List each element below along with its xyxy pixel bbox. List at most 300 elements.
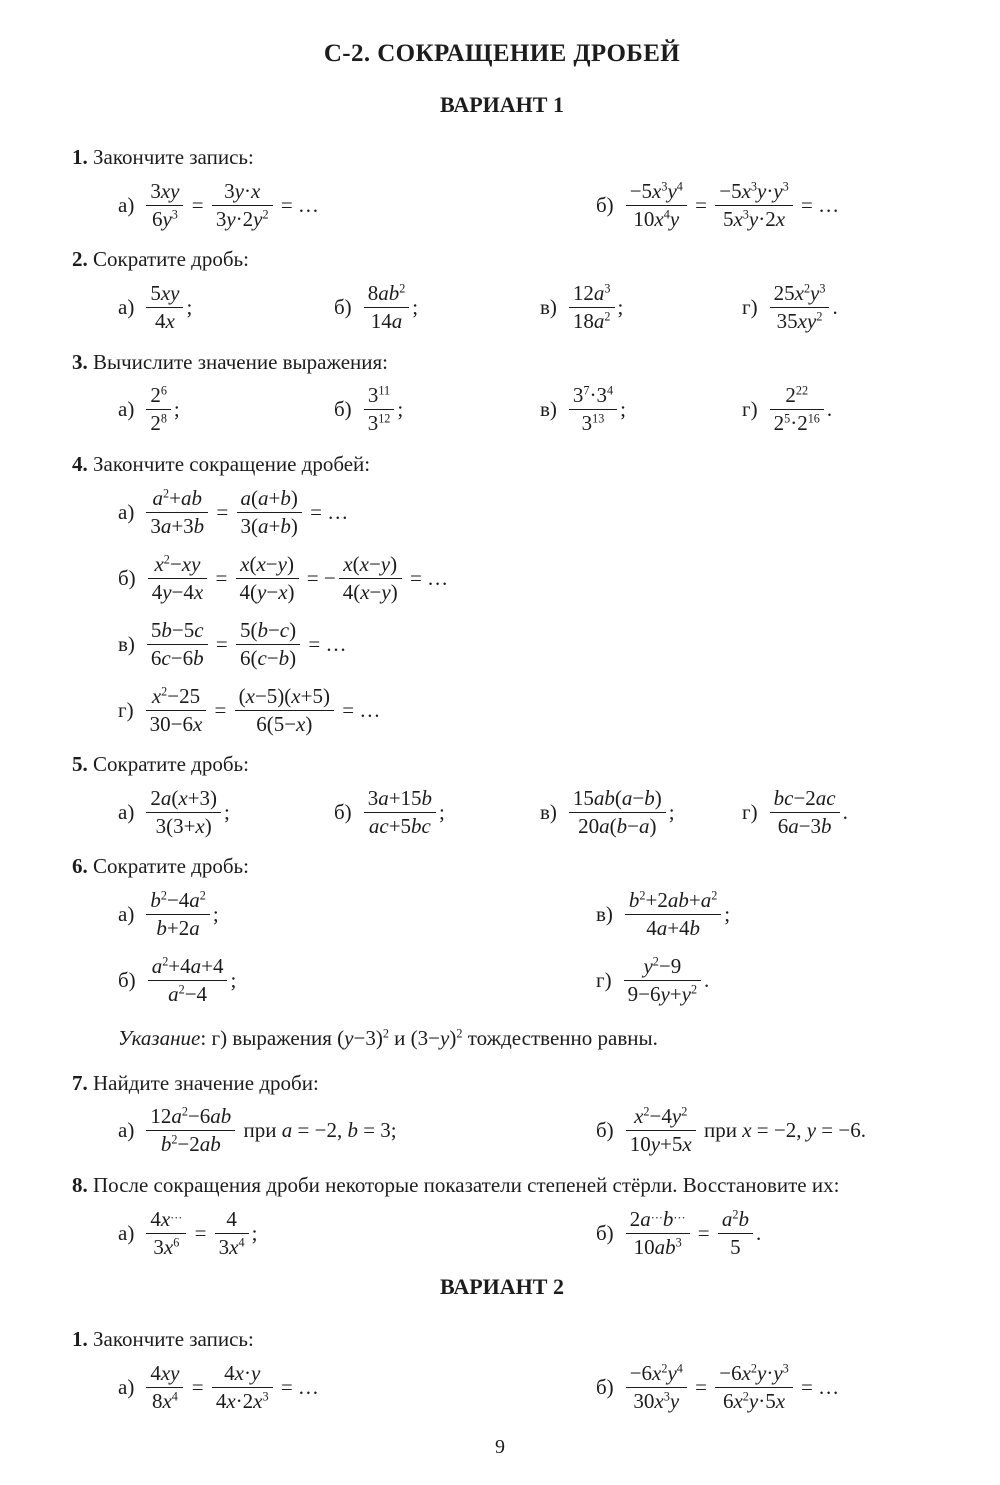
- exercise-item: [118, 1356, 586, 1418]
- math-run: 6(c−b): [239, 645, 297, 670]
- math-expression: [566, 786, 675, 839]
- exercise-item: [118, 174, 586, 236]
- denominator: [642, 915, 704, 941]
- problem: [72, 246, 932, 338]
- math-run: $3^{13}$: [581, 411, 605, 436]
- math-run: =: [214, 697, 227, 722]
- exponent: 2: [661, 1361, 668, 1376]
- math-run: b+2a: [156, 916, 200, 940]
- math-run: $30x^3y$: [633, 1388, 680, 1413]
- exponent: 8: [160, 411, 167, 426]
- problem: [72, 451, 932, 741]
- variant-1-section: [72, 92, 932, 1264]
- math-run: $2^5\cdot 2^{16}$: [773, 411, 820, 436]
- math-run: 3y·x: [224, 178, 261, 203]
- math-expression: [143, 1361, 319, 1414]
- math-run: $b^2+2ab+a^2$: [628, 888, 718, 913]
- math-run: ;: [212, 902, 219, 926]
- math-run: = −: [306, 565, 336, 590]
- math-run: $25x^2y^3$: [773, 281, 826, 306]
- math-run: ;: [620, 397, 626, 422]
- math-run: $5x^3y\cdot 2x$: [722, 206, 786, 231]
- numerator: [147, 618, 208, 644]
- fraction: [770, 786, 840, 839]
- problem: [72, 1326, 932, 1418]
- numerator: [149, 486, 206, 512]
- math-run: $a^2-4$: [168, 982, 208, 1006]
- denominator: [212, 1388, 273, 1414]
- math-run: =: [697, 1220, 710, 1245]
- denominator: [629, 206, 683, 232]
- problem-items: [72, 1100, 932, 1162]
- numerator: [625, 888, 721, 914]
- item-label: г): [742, 799, 758, 824]
- problem-text: Сократите дробь:: [87, 247, 249, 272]
- math-run: 2a…b…: [629, 1206, 686, 1231]
- denominator: [146, 410, 171, 436]
- problem-items: [72, 884, 932, 1012]
- denominator: [367, 308, 407, 334]
- fraction: [146, 684, 207, 737]
- denominator: [152, 915, 203, 941]
- fraction: [364, 383, 395, 436]
- math-run: $6x^2y\cdot 5x$: [722, 1388, 786, 1413]
- math-run: 5xy: [150, 281, 180, 306]
- numerator: [236, 618, 300, 644]
- item-label: г): [742, 295, 758, 319]
- math-run: 4x…: [150, 1206, 183, 1231]
- problem-text: После сокращения дроби некоторые показатели степеней стёрли. Восстановите их:: [87, 1172, 840, 1197]
- exercise-item: [118, 481, 932, 543]
- math-run: 20a(b−a): [578, 813, 657, 838]
- math-expression: [767, 383, 833, 436]
- exponent: 4: [676, 1361, 683, 1376]
- variant-1-problems: [72, 144, 932, 1264]
- denominator: [719, 206, 789, 232]
- fraction: [364, 281, 410, 334]
- numerator: [781, 383, 812, 409]
- denominator: [149, 1234, 183, 1260]
- exercise-item: [118, 379, 324, 441]
- denominator: [364, 410, 395, 436]
- exponent: 2: [711, 888, 718, 903]
- item-label: б): [334, 799, 352, 824]
- fraction: [146, 281, 183, 334]
- math-run: ;: [617, 295, 624, 319]
- exercise-item: [742, 277, 932, 339]
- item-label: а): [118, 799, 135, 824]
- fraction: [718, 1207, 753, 1260]
- denominator: [148, 206, 182, 232]
- numerator: [569, 383, 617, 409]
- exponent: 2: [162, 954, 169, 969]
- page-number: 9: [495, 1436, 505, 1458]
- numerator: [237, 486, 302, 512]
- math-run: 3a+15b: [367, 785, 433, 810]
- exponent: 3: [750, 179, 757, 194]
- fraction: [146, 383, 171, 436]
- math-run: $2^{22}$: [785, 383, 809, 408]
- problem-number: 1.: [72, 145, 88, 169]
- item-label: в): [540, 799, 557, 824]
- math-run: 14a: [370, 309, 403, 333]
- exercise-item: [334, 781, 530, 843]
- numerator: [364, 281, 410, 307]
- denominator: [624, 981, 701, 1007]
- denominator: [773, 308, 827, 334]
- fraction: [146, 888, 210, 941]
- math-run: $3^{11}$: [367, 383, 391, 408]
- exponent: 3: [171, 207, 178, 222]
- exponent: 2: [456, 1026, 463, 1041]
- denominator: [365, 813, 435, 839]
- problem-text: Закончите запись:: [87, 1327, 254, 1351]
- exponent: 13: [592, 411, 605, 426]
- math-expression: [143, 179, 319, 232]
- exercise-item: [118, 547, 932, 609]
- math-expression: [143, 888, 218, 941]
- variant-2-section: [72, 1274, 932, 1418]
- denominator: [147, 645, 208, 671]
- fraction: [625, 888, 721, 941]
- math-run: $18a^2$: [572, 309, 611, 333]
- problem: [72, 751, 932, 843]
- exponent: 2: [690, 982, 698, 997]
- math-run: =: [215, 631, 228, 656]
- fraction: [626, 179, 687, 232]
- math-run: ;: [439, 799, 445, 824]
- denominator: [629, 1388, 683, 1414]
- math-run: $b^2-4a^2$: [150, 888, 206, 913]
- math-run: =: [194, 1220, 207, 1245]
- math-run: ;: [224, 799, 230, 824]
- item-label: б): [334, 397, 352, 422]
- problem-items: [72, 277, 932, 339]
- problem-statement: [72, 853, 932, 879]
- math-run: 6c−6b: [150, 645, 204, 670]
- problem: [72, 1070, 932, 1162]
- exponent: 16: [807, 411, 820, 426]
- math-run: $b^2-2ab$: [160, 1132, 221, 1157]
- math-run: ;: [668, 799, 675, 824]
- math-run: ;: [186, 295, 193, 319]
- exponent: 2: [382, 1026, 389, 1041]
- math-run: ;: [412, 295, 419, 319]
- problem-statement: [72, 349, 932, 375]
- denominator: [148, 1388, 182, 1414]
- denominator: [215, 1234, 249, 1260]
- item-label: а): [118, 1374, 135, 1399]
- problem: [72, 1172, 932, 1264]
- exponent: 3: [262, 1389, 269, 1404]
- exercise-item: [118, 613, 932, 675]
- math-expression: [143, 1104, 396, 1157]
- numerator: [150, 552, 204, 578]
- math-run: $2^6$: [150, 383, 167, 408]
- math-expression: [143, 486, 348, 539]
- math-run: ;: [724, 902, 731, 926]
- problem-statement: [72, 451, 932, 477]
- numerator: [146, 1104, 235, 1130]
- problem-text: Сократите дробь:: [87, 752, 249, 776]
- exponent: 2: [163, 552, 170, 567]
- exponent: 2: [643, 1104, 650, 1119]
- page-title: С-2. СОКРАЩЕНИЕ ДРОБЕЙ: [323, 40, 681, 67]
- exponent: 2: [199, 888, 206, 903]
- math-run: 4x·y: [224, 1360, 261, 1385]
- exercise-item: [118, 884, 586, 946]
- item-label: в): [118, 631, 135, 656]
- problem-number: 5.: [72, 752, 88, 776]
- numerator: [770, 281, 830, 307]
- numerator: [718, 1207, 753, 1233]
- exercise-item: [742, 379, 932, 441]
- math-run: =: [191, 1374, 204, 1399]
- problem-items: [72, 481, 932, 741]
- exponent: 2: [399, 281, 406, 296]
- denominator: [574, 813, 660, 839]
- hint-note: [72, 1022, 932, 1056]
- math-run: $10ab^3$: [633, 1234, 682, 1259]
- math-run: $35xy^2$: [776, 309, 823, 333]
- exponent: 2: [816, 309, 823, 324]
- denominator: [630, 1234, 686, 1260]
- math-run: (x−5)(x+5): [238, 683, 330, 708]
- math-expression: [143, 281, 192, 334]
- problem-text: Найдите значение дроби:: [87, 1070, 319, 1095]
- item-label: в): [596, 902, 613, 926]
- problem-items: [72, 174, 932, 236]
- math-run: 5: [730, 1234, 741, 1259]
- math-expression: [145, 552, 448, 605]
- math-run: $x^2-4y^2$: [634, 1104, 688, 1129]
- math-run: $x^2-25$: [151, 683, 201, 708]
- math-run: = …: [280, 192, 319, 217]
- math-run: x(x−y): [343, 551, 398, 576]
- exponent: 4: [663, 207, 670, 222]
- exercise-item: [334, 379, 530, 441]
- math-run: 4x: [154, 309, 175, 333]
- math-run: 4(x−y): [342, 579, 398, 604]
- problem-text: Сократите дробь:: [87, 854, 249, 879]
- exponent: 2: [742, 1389, 749, 1404]
- exponent: 2: [178, 982, 185, 997]
- numerator: [146, 383, 171, 409]
- numerator: [146, 786, 221, 812]
- math-run: $3y\cdot 2y^2$: [215, 206, 269, 231]
- math-run: $4x\cdot 2x^3$: [215, 1388, 269, 1413]
- fraction: [146, 1104, 235, 1157]
- exponent: 6: [160, 383, 167, 398]
- math-run: 4y−4x: [151, 579, 204, 604]
- math-expression: [767, 281, 838, 334]
- fraction: [235, 684, 334, 737]
- item-label: б): [596, 1118, 614, 1143]
- math-run: $-5x^3y^4$: [629, 178, 683, 203]
- problem-statement: [72, 751, 932, 777]
- exponent: 3: [819, 281, 826, 296]
- item-label: б): [596, 1374, 614, 1399]
- math-run: = …: [310, 499, 349, 524]
- numerator: [146, 1361, 183, 1387]
- math-run: 4: [226, 1206, 237, 1231]
- denominator: [151, 308, 179, 334]
- math-expression: [623, 1361, 839, 1414]
- fraction: [146, 786, 221, 839]
- denominator: [148, 579, 208, 605]
- exponent: 4: [238, 1234, 245, 1249]
- math-run: bc−2ac: [773, 785, 836, 810]
- math-expression: [623, 179, 839, 232]
- denominator: [774, 813, 836, 839]
- exponent: 2: [163, 486, 170, 501]
- math-run: $12a^3$: [572, 281, 611, 306]
- exponent: 2: [161, 684, 168, 699]
- math-expression: [361, 383, 404, 436]
- exercise-item: [596, 950, 932, 1012]
- math-expression: [566, 281, 623, 334]
- fraction: [715, 179, 793, 232]
- denominator: [164, 981, 211, 1007]
- fraction: [236, 618, 300, 671]
- exponent: 6: [173, 1234, 180, 1249]
- exponent: 3: [742, 207, 749, 222]
- math-run: x(x−y): [240, 551, 294, 576]
- item-label: б): [118, 968, 136, 992]
- math-run: $12a^2-6ab$: [150, 1104, 232, 1129]
- denominator: [719, 1388, 789, 1414]
- math-expression: [623, 1104, 866, 1157]
- math-run: =: [695, 1374, 707, 1399]
- fraction: [147, 618, 208, 671]
- math-run: 5b−5c: [150, 617, 204, 642]
- math-run: = …: [342, 697, 381, 722]
- fraction: [215, 1207, 249, 1260]
- variant-1-heading: ВАРИАНТ 1: [440, 92, 564, 117]
- exponent: 2: [803, 281, 811, 296]
- math-run: 10y+5x: [629, 1132, 692, 1157]
- exponent: 3: [661, 179, 668, 194]
- math-expression: [361, 281, 418, 334]
- fraction: [569, 786, 666, 839]
- fraction: [626, 1207, 690, 1260]
- exponent: 3: [782, 179, 789, 194]
- problem-statement: [72, 1172, 932, 1198]
- math-run: =: [695, 192, 707, 217]
- math-run: $-5x^3y\cdot y^3$: [719, 178, 789, 203]
- exercise-item: [596, 1100, 932, 1162]
- exponent: 2: [262, 207, 269, 222]
- item-label: а): [118, 1118, 135, 1143]
- math-run: $8ab^2$: [367, 281, 406, 306]
- exponent: 12: [378, 411, 391, 426]
- fraction: [148, 552, 208, 605]
- numerator: [220, 179, 264, 205]
- numerator: [146, 888, 210, 914]
- math-run: $a^2b$: [721, 1206, 749, 1231]
- fraction: [626, 1104, 696, 1157]
- exercise-item: [118, 277, 324, 339]
- fraction: [626, 1361, 687, 1414]
- fraction: [339, 552, 402, 605]
- numerator: [235, 684, 334, 710]
- exponent: 3: [782, 1361, 789, 1376]
- fraction: [146, 179, 183, 232]
- item-label: а): [118, 397, 135, 422]
- math-run: 3a+3b: [150, 513, 205, 538]
- item-label: б): [334, 295, 352, 319]
- denominator: [157, 1131, 225, 1157]
- exponent: 2: [604, 309, 611, 324]
- math-expression: [361, 786, 445, 839]
- math-run: $-6x^2y^4$: [629, 1360, 683, 1385]
- exercise-item: [742, 781, 932, 843]
- item-label: б): [596, 1220, 614, 1245]
- math-run: =: [216, 499, 229, 524]
- problem-number: 8.: [72, 1172, 88, 1197]
- math-run: .: [755, 1220, 762, 1245]
- denominator: [626, 1131, 696, 1157]
- math-run: 2a(x+3): [150, 785, 217, 810]
- numerator: [626, 1207, 690, 1233]
- exponent: 5: [784, 411, 791, 426]
- denominator: [569, 308, 615, 334]
- math-expression: [767, 786, 848, 839]
- exponent: 3: [663, 1389, 670, 1404]
- fraction: [569, 281, 615, 334]
- math-expression: [622, 888, 730, 941]
- numerator: [236, 552, 298, 578]
- denominator: [236, 579, 299, 605]
- math-run: $8x^4$: [151, 1388, 178, 1413]
- math-run: при x = −2, y = −6.: [703, 1118, 866, 1143]
- exponent: …: [170, 1207, 183, 1222]
- problem-number: 1.: [72, 1327, 88, 1351]
- fraction: [237, 486, 302, 539]
- fraction: [770, 281, 830, 334]
- problem-number: 2.: [72, 247, 88, 272]
- numerator: [630, 1104, 691, 1130]
- problem-statement: [72, 246, 932, 272]
- numerator: [222, 1207, 241, 1233]
- exercise-item: [540, 781, 732, 843]
- exponent: 3: [604, 281, 611, 296]
- numerator: [339, 552, 401, 578]
- fraction: [364, 786, 436, 839]
- math-expression: [621, 954, 710, 1007]
- math-run: $a^2+ab$: [152, 485, 202, 510]
- exponent: …: [673, 1207, 686, 1222]
- math-expression: [623, 1207, 762, 1260]
- math-expression: [143, 383, 179, 436]
- numerator: [569, 281, 615, 307]
- exponent: 3: [675, 1234, 682, 1249]
- math-run: 6(5−x): [256, 711, 313, 736]
- numerator: [146, 1207, 186, 1233]
- exercise-item: [540, 379, 732, 441]
- exponent: 2: [639, 888, 646, 903]
- problem-items: [72, 781, 932, 843]
- exercise-item: [596, 1202, 932, 1264]
- math-run: : г) выражения $(y-3)^2$ и $(3-y)^2$ тождественно равны.: [200, 1026, 658, 1050]
- fraction: [212, 1361, 273, 1414]
- exponent: 4: [607, 383, 614, 398]
- numerator: [715, 1361, 793, 1387]
- item-label: г): [742, 397, 758, 422]
- math-run: $-6x^2y\cdot y^3$: [719, 1360, 789, 1385]
- exponent: 11: [378, 383, 391, 398]
- numerator: [148, 954, 228, 980]
